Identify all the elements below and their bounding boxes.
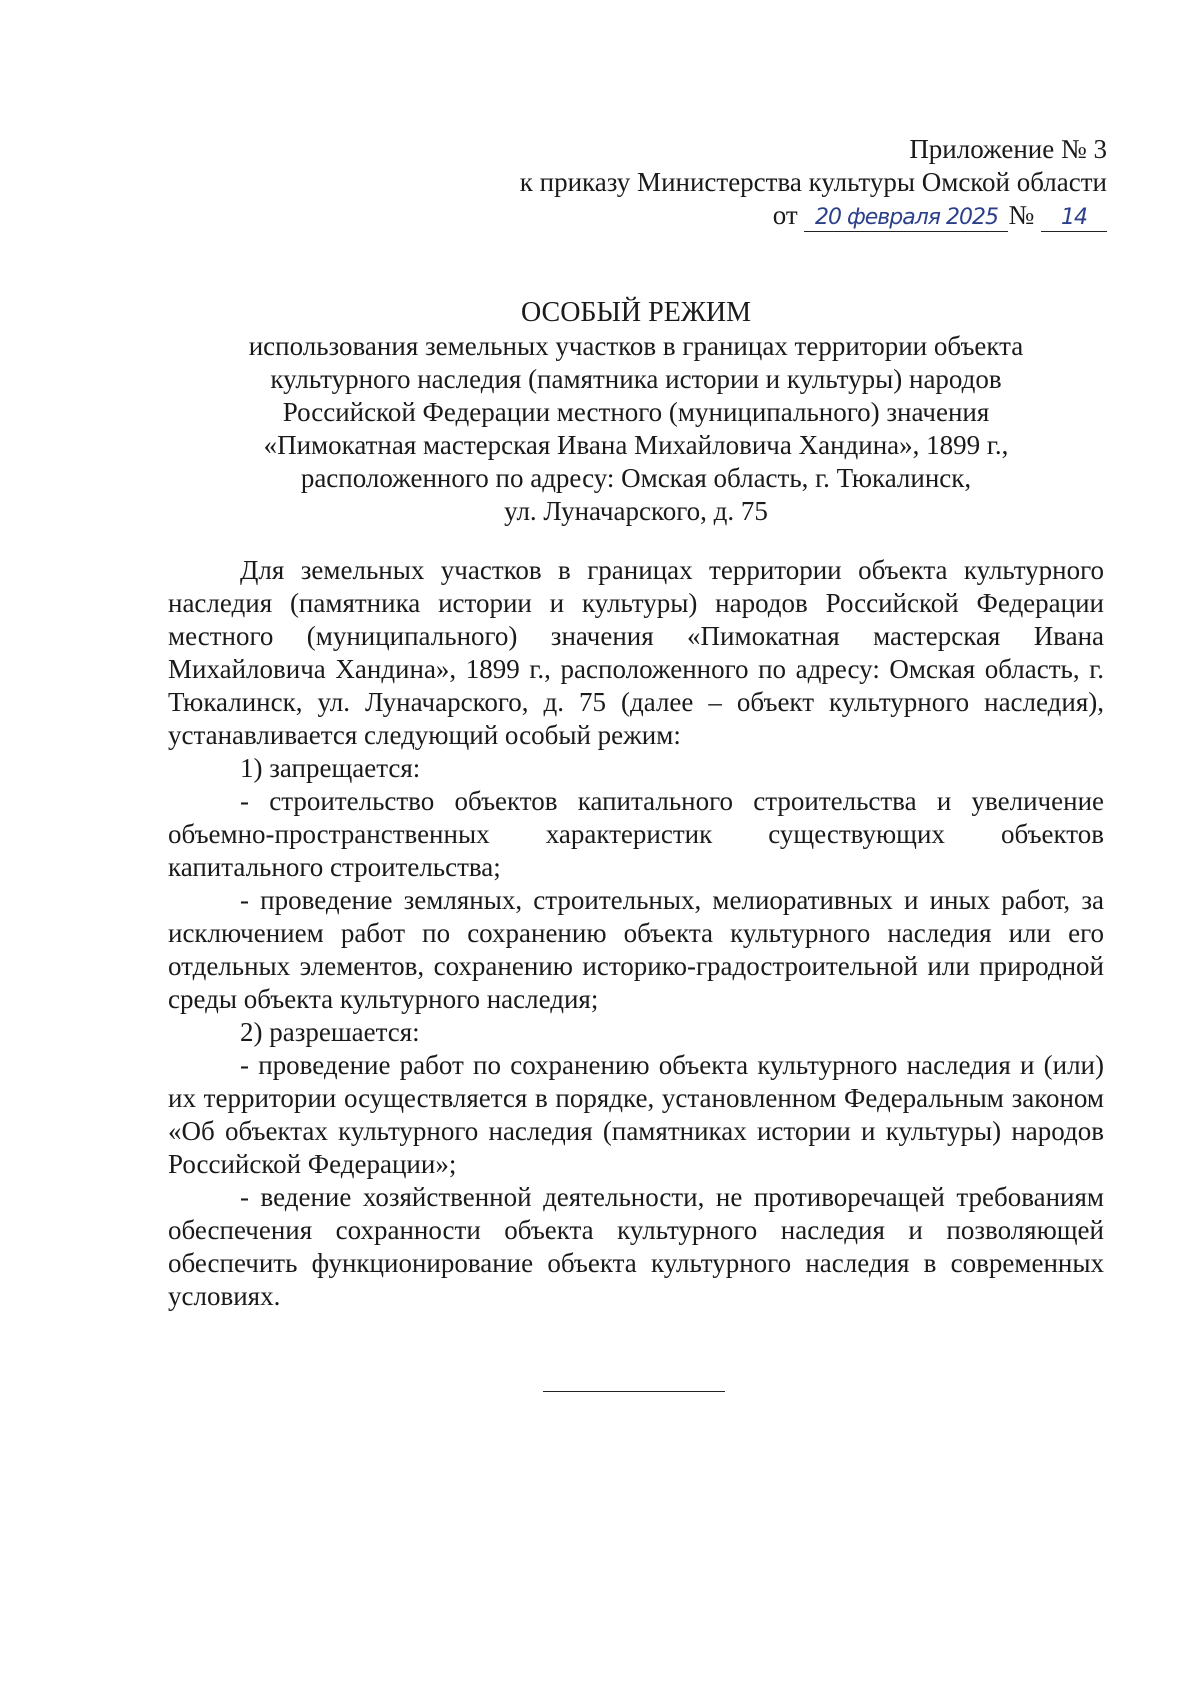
appendix-number: Приложение № 3 — [909, 134, 1107, 164]
handwritten-number: 14 — [1041, 205, 1107, 232]
title-line: использования земельных участков в границах территории объекта — [248, 331, 1024, 361]
order-reference: к приказу Министерства культуры Омской области — [519, 167, 1107, 197]
title-line: «Пимокатная мастерская Ивана Михайловича Хандина», 1899 г., — [263, 430, 1009, 460]
prohibited-item: - строительство объектов капитального строительства и увеличение объемно-пространственных характеристик существующих объектов капитального строительства; — [168, 786, 1104, 882]
appendix-header — [407, 133, 1107, 232]
document-body — [168, 554, 1104, 1313]
prohibited-item: - проведение земляных, строительных, мелиоративных и иных работ, за исключением работ по сохранению объекта культурного наследия или его отдельных элементов, сохранению историко-градостроительной или природной среды объекта культурного наследия; — [168, 885, 1104, 1014]
intro-paragraph: Для земельных участков в границах территории объекта культурного наследия (памятника истории и культуры) народов Российской Федерации местного (муниципального) значения «Пимокатная мастерская Ивана Михайловича Хандина», 1899 г., расположенного по адресу: Омская область, г. Тюкалинск, ул. Луначарского, д. 75 (далее – объект культурного наследия), устанавливается следующий особый режим: — [168, 555, 1104, 750]
permitted-item: - проведение работ по сохранению объекта культурного наследия и (или) их территории осуществляется в порядке, установленном Федеральным законом «Об объектах культурного наследия (памятниках истории и культуры) народов Российской Федерации»; — [168, 1050, 1104, 1179]
document-title-block — [168, 296, 1104, 528]
date-prefix: от — [772, 200, 798, 230]
title-line: ул. Луначарского, д. 75 — [504, 496, 768, 526]
title-line: Российской Федерации местного (муниципального) значения — [282, 397, 990, 427]
permitted-heading: 2) разрешается: — [240, 1017, 420, 1047]
number-label: № — [1008, 200, 1035, 230]
handwritten-date: 20 февраля 2025 — [804, 205, 1008, 232]
prohibited-heading: 1) запрещается: — [240, 753, 421, 783]
order-date-line — [407, 199, 1107, 232]
end-divider — [543, 1391, 725, 1392]
title-line: расположенного по адресу: Омская область, г. Тюкалинск, — [300, 463, 972, 493]
document-title: ОСОБЫЙ РЕЖИМ — [520, 297, 752, 328]
title-line: культурного наследия (памятника истории и культуры) народов — [270, 364, 1002, 394]
permitted-item: - ведение хозяйственной деятельности, не противоречащей требованиям обеспечения сохранности объекта культурного наследия и позволяющей обеспечить функционирование объекта культурного наследия в современных условиях. — [168, 1182, 1104, 1311]
